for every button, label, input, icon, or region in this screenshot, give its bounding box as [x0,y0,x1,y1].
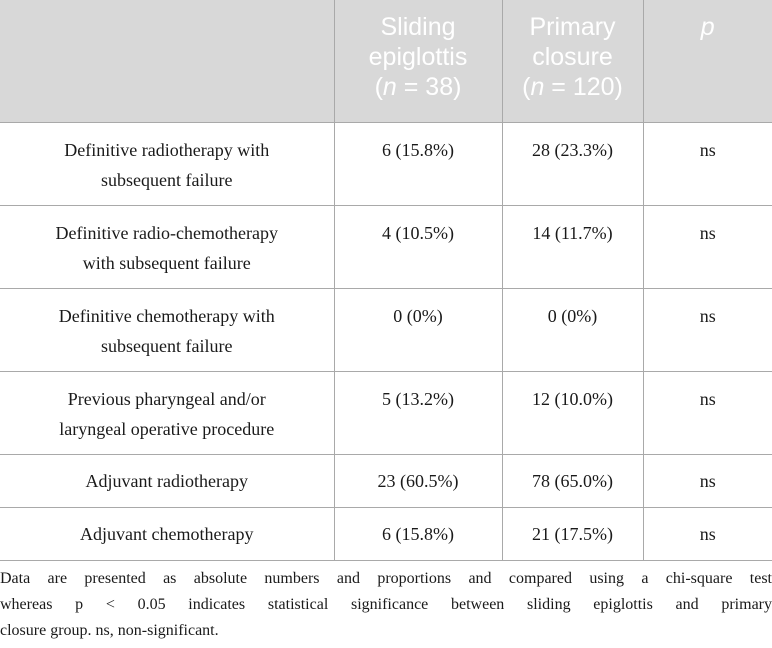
row-label-line: Definitive chemotherapy with [58,305,275,326]
table-row [0,507,772,560]
table-row [0,205,772,288]
sliding-epiglottis-cell: 6 (15.8%) [334,507,502,560]
header-text: = 120) [544,73,623,101]
header-line [503,12,643,42]
table-row [0,371,772,454]
header-line [335,12,502,42]
row-label-line: Adjuvant chemotherapy [80,523,254,544]
footnote-line: whereas p < 0.05 indicates statistical significance between sliding epiglottis and primary [0,596,772,613]
row-label-cell [0,122,334,205]
primary-closure-cell: 78 (65.0%) [502,454,643,507]
header-cell-p-value [643,0,772,122]
primary-closure-cell: 21 (17.5%) [502,507,643,560]
header-text: Primary [529,13,616,41]
header-italic-text: n [382,73,397,101]
sliding-epiglottis-cell: 6 (15.8%) [334,122,502,205]
p-value-cell: ns [643,454,772,507]
header-line [503,42,643,72]
header-line [335,72,502,102]
primary-closure-cell: 0 (0%) [502,288,643,371]
footnote-line: Data are presented as absolute numbers and proportions and compared using a chi-square test [0,570,772,587]
sliding-epiglottis-cell: 23 (60.5%) [334,454,502,507]
header-text: Sliding [380,13,456,41]
table-row [0,454,772,507]
header-text: ( [522,73,531,101]
row-label-line: subsequent failure [101,169,233,190]
header-italic-text: p [700,13,715,41]
header-cell-sliding-epiglottis [334,0,502,122]
primary-closure-cell: 12 (10.0%) [502,371,643,454]
table-row [0,288,772,371]
row-label-cell [0,371,334,454]
header-text: = 38) [396,73,462,101]
table-row [0,122,772,205]
row-label-line: with subsequent failure [82,252,251,273]
row-label-line: Definitive radiotherapy with [64,139,270,160]
header-cell-label [0,0,334,122]
p-value-cell: ns [643,205,772,288]
row-label-line: Previous pharyngeal and/or [67,388,266,409]
header-italic-text: n [530,73,545,101]
header-line [335,42,502,72]
row-label-line: subsequent failure [101,335,233,356]
row-label-line: Definitive radio-chemotherapy [55,222,278,243]
sliding-epiglottis-cell: 0 (0%) [334,288,502,371]
row-label-cell [0,454,334,507]
sliding-epiglottis-cell: 5 (13.2%) [334,371,502,454]
p-value-cell: ns [643,122,772,205]
header-text: closure [532,43,613,71]
row-label-line: Adjuvant radiotherapy [85,470,248,491]
header-text: epiglottis [368,43,468,71]
primary-closure-cell: 14 (11.7%) [502,205,643,288]
header-line [644,12,772,42]
header-row [0,0,772,122]
p-value-cell: ns [643,371,772,454]
p-value-cell: ns [643,507,772,560]
row-label-line: laryngeal operative procedure [59,418,275,439]
primary-closure-cell: 28 (23.3%) [502,122,643,205]
table-footnote [0,566,772,644]
row-label-cell [0,205,334,288]
sliding-epiglottis-cell: 4 (10.5%) [334,205,502,288]
row-label-cell [0,507,334,560]
row-label-cell [0,288,334,371]
p-value-cell: ns [643,288,772,371]
header-line [503,72,643,102]
header-cell-primary-closure [502,0,643,122]
footnote-line: closure group. ns, non-significant. [0,622,219,639]
header-text: ( [374,73,383,101]
